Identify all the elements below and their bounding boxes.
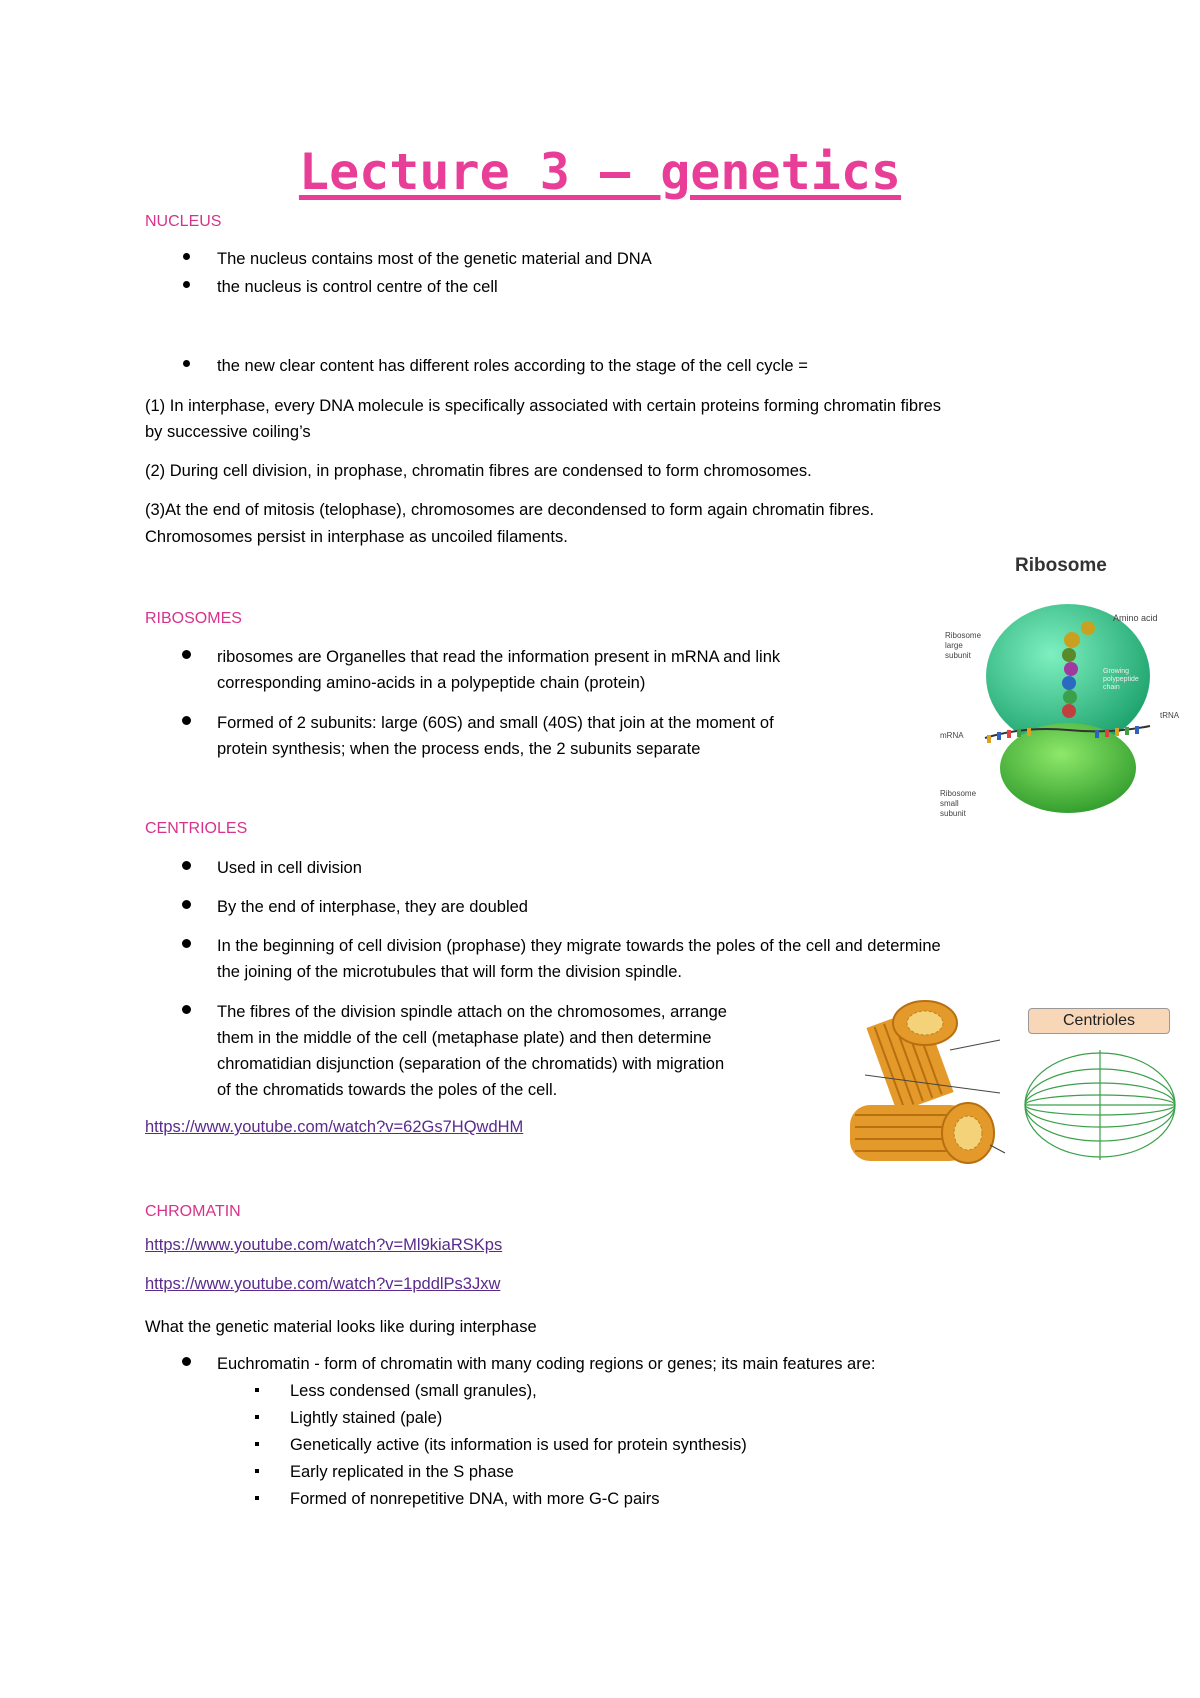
- sub-list-item: Early replicated in the S phase: [290, 1463, 514, 1481]
- paragraph: What the genetic material looks like during interphase: [145, 1318, 537, 1336]
- svg-text:tRNA: tRNA: [1160, 711, 1180, 720]
- svg-text:Amino acid: Amino acid: [1113, 613, 1158, 623]
- sub-bullet: [255, 1415, 259, 1419]
- svg-text:subunit: subunit: [945, 651, 971, 660]
- list-item: In the beginning of cell division (prophase) they migrate towards the poles of the cell and determine: [217, 937, 941, 955]
- bullet: [182, 1357, 191, 1366]
- list-item: of the chromatids towards the poles of the cell.: [217, 1081, 558, 1099]
- youtube-link[interactable]: https://www.youtube.com/watch?v=Ml9kiaRSKps: [145, 1236, 503, 1254]
- svg-text:subunit: subunit: [940, 809, 966, 818]
- bullet: [183, 360, 190, 367]
- svg-text:chain: chain: [1103, 684, 1120, 691]
- list-item: chromatidian disjunction (separation of the chromatids) with migration: [217, 1055, 725, 1073]
- list-item: the joining of the microtubules that will form the division spindle.: [217, 963, 682, 981]
- list-item: them in the middle of the cell (metaphase plate) and then determine: [217, 1029, 712, 1047]
- bullet: [182, 716, 191, 725]
- list-item: corresponding amino-acids in a polypeptide chain (protein): [217, 674, 646, 692]
- centriole-figure: [830, 995, 1190, 1190]
- bullet: [182, 1005, 191, 1014]
- section-heading-chromatin: CHROMATIN: [145, 1203, 241, 1220]
- bullet: [183, 253, 190, 260]
- list-item: Used in cell division: [217, 859, 362, 877]
- paragraph: by successive coiling’s: [145, 423, 311, 441]
- paragraph: (2) During cell division, in prophase, chromatin fibres are condensed to form chromosomes.: [145, 462, 812, 480]
- ribosome-illustration: [935, 548, 1190, 843]
- list-item: the nucleus is control centre of the cell: [217, 278, 498, 296]
- bullet: [182, 650, 191, 659]
- bullet: [182, 939, 191, 948]
- bullet: [182, 861, 191, 870]
- figure-title: Ribosome: [1015, 555, 1107, 576]
- paragraph: (3)At the end of mitosis (telophase), chromosomes are decondensed to form again chromatin fibres.: [145, 501, 875, 519]
- bullet: [183, 281, 190, 288]
- sub-list-item: Genetically active (its information is used for protein synthesis): [290, 1436, 747, 1454]
- sub-list-item: Lightly stained (pale): [290, 1409, 443, 1427]
- list-item: The nucleus contains most of the genetic material and DNA: [217, 250, 652, 268]
- section-heading-centrioles: CENTRIOLES: [145, 820, 248, 837]
- sub-bullet: [255, 1388, 259, 1392]
- svg-text:mRNA: mRNA: [940, 731, 964, 740]
- sub-list-item: Formed of nonrepetitive DNA, with more G-C pairs: [290, 1490, 660, 1508]
- figure-label: Centrioles: [1028, 1008, 1170, 1034]
- list-item: The fibres of the division spindle attach on the chromosomes, arrange: [217, 1003, 727, 1021]
- section-heading-ribosomes: RIBOSOMES: [145, 610, 242, 627]
- paragraph: Chromosomes persist in interphase as uncoiled filaments.: [145, 528, 568, 546]
- youtube-link[interactable]: https://www.youtube.com/watch?v=1pddlPs3Jxw: [145, 1275, 501, 1293]
- ribosome-figure: [935, 548, 1190, 843]
- sub-bullet: [255, 1496, 259, 1500]
- list-item: Euchromatin - form of chromatin with many coding regions or genes; its main features are:: [217, 1355, 876, 1373]
- list-item: the new clear content has different roles according to the stage of the cell cycle =: [217, 357, 808, 375]
- sub-list-item: Less condensed (small granules),: [290, 1382, 537, 1400]
- svg-text:polypeptide: polypeptide: [1103, 676, 1139, 683]
- svg-text:Ribosome: Ribosome: [945, 631, 982, 640]
- paragraph: (1) In interphase, every DNA molecule is specifically associated with certain proteins forming chromatin fibres: [145, 397, 942, 415]
- list-item: protein synthesis; when the process ends, the 2 subunits separate: [217, 740, 701, 758]
- svg-text:large: large: [945, 641, 963, 650]
- svg-text:Growing: Growing: [1103, 668, 1130, 675]
- svg-text:small: small: [940, 799, 959, 808]
- list-item: Formed of 2 subunits: large (60S) and small (40S) that join at the moment of: [217, 714, 774, 732]
- section-heading-nucleus: NUCLEUS: [145, 213, 222, 230]
- page-title: Lecture 3 – genetics: [298, 143, 902, 201]
- sub-bullet: [255, 1469, 259, 1473]
- youtube-link[interactable]: https://www.youtube.com/watch?v=62Gs7HQwdHM: [145, 1118, 524, 1136]
- list-item: ribosomes are Organelles that read the information present in mRNA and link: [217, 648, 781, 666]
- svg-text:Ribosome: Ribosome: [940, 789, 977, 798]
- list-item: By the end of interphase, they are doubled: [217, 898, 528, 916]
- bullet: [182, 900, 191, 909]
- sub-bullet: [255, 1442, 259, 1446]
